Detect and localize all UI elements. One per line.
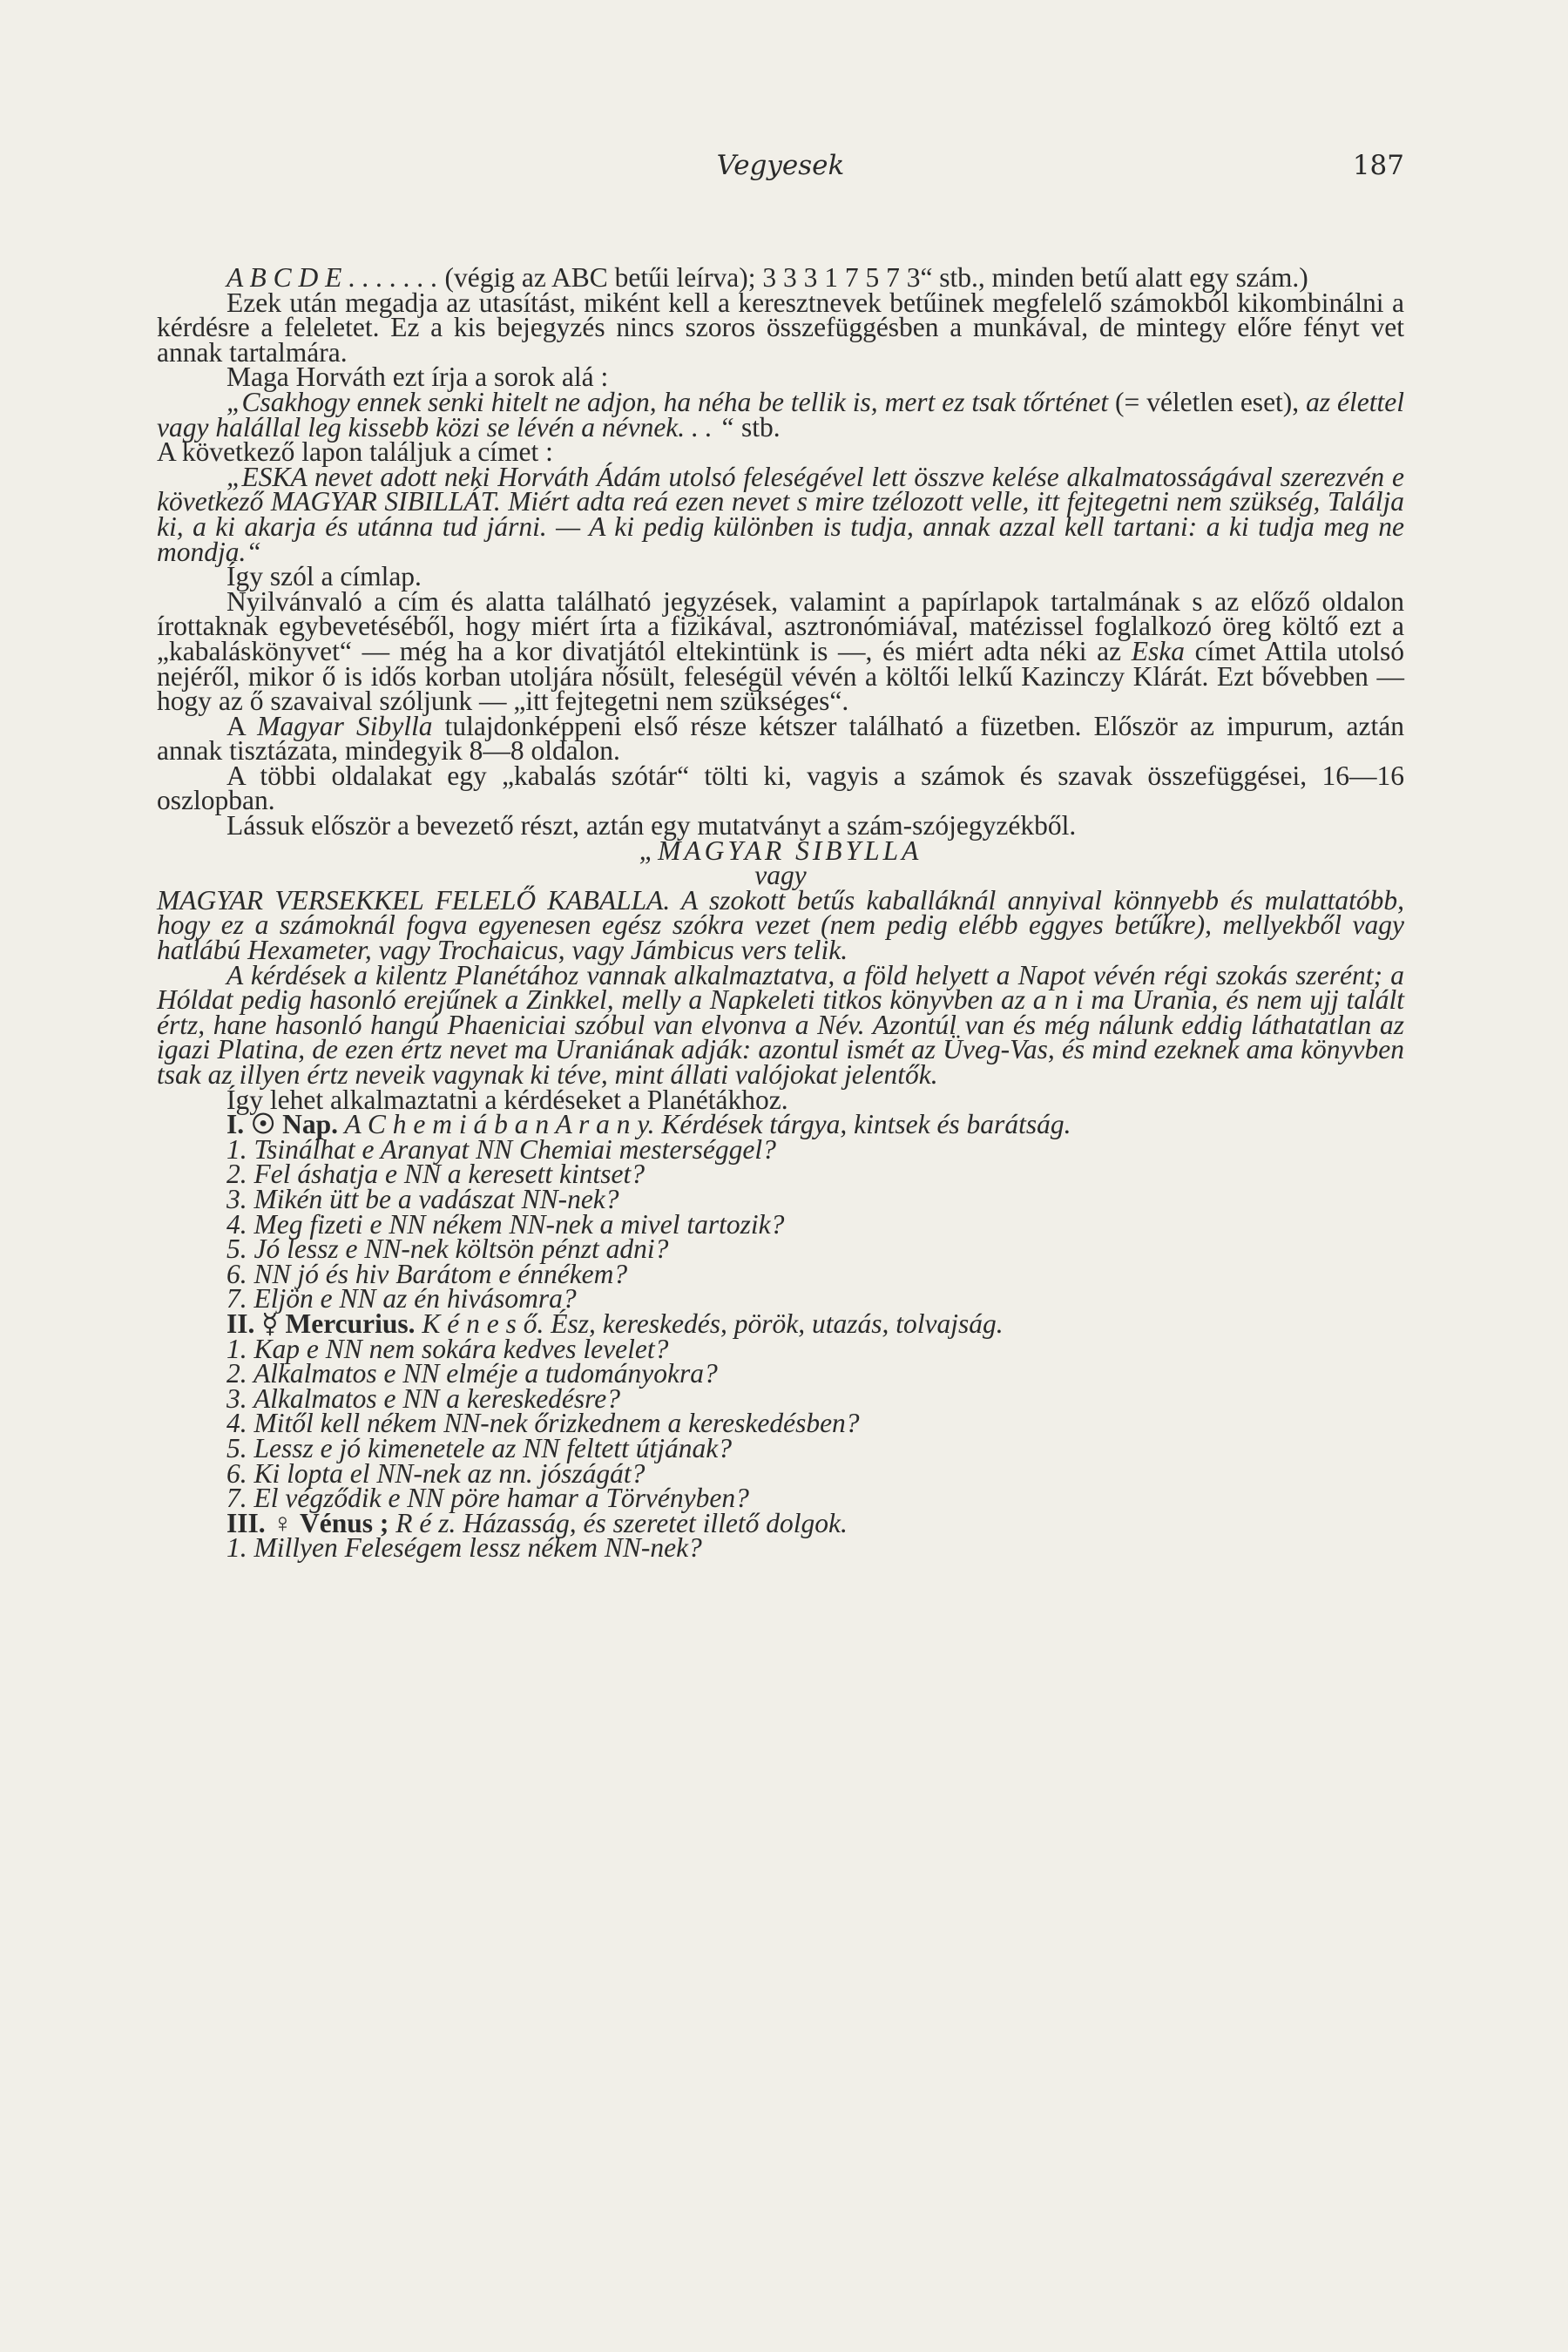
paragraph-10: A többi oldalakat egy „kabalás szótár“ tölti ki, vagyis a számok és szavak összefüggései, 16—16 oszlopban. [157, 760, 1404, 816]
quote-1-part-c: az élettel vagy halállal leg kissebb közi se lévén a névnek. . . “ [157, 386, 1405, 443]
item-text: Eljön e NN az én hivásomra? [253, 1283, 577, 1315]
item-number: 3. [226, 1183, 247, 1214]
item-number: 2. [226, 1358, 247, 1389]
sun-symbol-icon: ☉ [251, 1109, 276, 1140]
paragraph-8 [157, 585, 1404, 717]
item-number: 3. [226, 1382, 247, 1414]
mercury-symbol-icon: ☿ [261, 1308, 279, 1339]
planet-section-1 [157, 1109, 1404, 1315]
item-number: 5. [226, 1432, 247, 1463]
planet-section-3 [157, 1507, 1404, 1564]
paragraph-8-part-a: Nyilvánvaló a cím és alatta található jegyzések, valamint a papírlapok tartalmának s az előző oldalon írottaknak egybevetéséből, hogy miért írta a fizikával, asztronómiával, matézissel foglalkozó öreg költő ezt a „kabaláskönyvet“ — még ha a kor divatjától eltekintünk is —, és miért adta néki az [157, 585, 1404, 666]
paragraph-12: MAGYAR VERSEKKEL FELELŐ KABALLA. A szokott betűs kaballáknál annyival könnyebb és mulattatóbb, hogy ez a számoknál fogva egyenesen egész szókra vezet (nem pedig elébb eggyes betűkre), mellyekből vagy hatlábú Hexameter, vagy Trochaicus, vagy Jámbicus vers telik. [157, 884, 1404, 966]
running-title: Vegyesek [716, 150, 845, 181]
item-text: Kap e NN nem sokára kedves levelet? [253, 1333, 669, 1364]
item-text: Meg fizeti e NN nékem NN-nek a mivel tartozik? [253, 1208, 785, 1240]
item-text: Ki lopta el NN-nek az nn. jószágát? [253, 1457, 645, 1489]
section-title: A C h e m i á b a n A r a n y. Kérdések tárgya, kintsek és barátság. [344, 1109, 1071, 1140]
item-number: 6. [226, 1457, 247, 1489]
item-number: 1. [226, 1133, 247, 1165]
item-text: Tsinálhat e Aranyat NN Chemiai mesterséggel? [253, 1133, 776, 1165]
page-number: 187 [1352, 150, 1404, 181]
item-number: 7. [226, 1483, 247, 1514]
list-item [157, 1532, 1404, 1564]
paragraph-7: Így szól a címlap. [226, 561, 422, 592]
section-numeral: II. [226, 1308, 255, 1339]
planet-name: Mercurius. [285, 1308, 416, 1339]
alphabet-note: (végig az ABC betűi leírva); 3 3 3 1 7 5 7 3“ stb., minden betű alatt egy szám.) [437, 262, 1308, 293]
paragraph-9-part-c: tulajdonképpeni első része kétszer található a füzetben. Először az impurum, aztán annak tisztázata, mindegyik 8—8 oldalon. [157, 710, 1404, 767]
item-text: Mikén ütt be a vadászat NN-nek? [253, 1183, 619, 1214]
item-text: Alkalmatos e NN elméje a tudományokra? [253, 1358, 718, 1389]
title-page-quote: „ESKA nevet adott neki Horváth Ádám utolsó feleségével lett összve kelése alkalmatosságával szerezvén e következő MAGYAR SIBILLÁT. Miért adta reá ezen nevet s mire tzélozott velle, itt fejtegetni nem szükség, Találja ki, a ki akarja és utánna tud járni. — A ki pedig különben is tudja, annak azzal kell tartani: a ki tudja meg ne mondja.“ [157, 461, 1404, 567]
sibylla-title-vagy: vagy [754, 860, 807, 891]
quote-1-part-a: „Csakhogy ennek senki hitelt ne adjon, ha néha be tellik is, mert ez tsak tőrténet [226, 386, 1109, 417]
page-body [157, 262, 1405, 1564]
item-number: 5. [226, 1233, 247, 1265]
paragraph-8-part-c: címet Attila utolsó nejéről, mikor ő is idős korban utoljára nősült, feleségül vévén a költői lelkű Kazinczy Klárát. Ezt bővebben — hogy az ő szavaival szóljunk — „itt fejtegetni nem szükséges“. [157, 635, 1404, 717]
quote-1-part-d: stb. [734, 411, 781, 443]
planet-section-2 [157, 1308, 1404, 1514]
item-text: NN jó és hiv Barátom e énnékem? [253, 1258, 628, 1289]
item-text: Lessz e jó kimenetele az NN feltett útjának? [253, 1432, 733, 1463]
sibylla-title: „MAGYAR SIBYLLA [639, 835, 923, 866]
item-text: Jó lessz e NN-nek költsön pénzt adni? [253, 1233, 669, 1265]
paragraph-13: A kérdések a kilentz Planétához vannak alkalmaztatva, a föld helyett a Napot vévén régi szokás szerént; a Hóldat pedig hasonló erejűnek a Zinkkel, melly a Napkeleti titkos könyvben az a n i ma Urania, és nem ujj talált értz, hane hasonló hangú Phaeniciai szóbul van elvonva a Név. Azontúl van és még nálunk eddig láthatatlan az igazi Platina, de ezen értz nevet ma Uraniának adják: azontul ismét az Üveg-Vas, és mind ezeknek ama könyvben tsak az illyen értz neveik vagynak ki téve, mint állati valójokat jelentők. [157, 959, 1404, 1090]
section-title: R é z. Házasság, és szeretet illető dolgok. [395, 1507, 848, 1538]
planet-name: Nap. [282, 1109, 339, 1140]
item-text: Millyen Feleségem lessz nékem NN-nek? [253, 1532, 702, 1564]
item-number: 7. [226, 1283, 247, 1315]
item-text: Alkalmatos e NN a kereskedésre? [253, 1382, 620, 1414]
item-text: Fel áshatja e NN a keresett kintset? [253, 1159, 645, 1190]
planet-name: Vénus ; [300, 1507, 389, 1538]
section-numeral: I. [226, 1109, 245, 1140]
item-number: 1. [226, 1532, 247, 1564]
paragraph-14: Így lehet alkalmaztatni a kérdéseket a Planétákhoz. [226, 1084, 788, 1115]
item-number: 2. [226, 1159, 247, 1190]
paragraph-9-part-a: A [226, 710, 258, 741]
paragraph-5: A következő lapon találjuk a címet : [157, 436, 553, 468]
paragraph-9-title: Magyar Sibylla [257, 710, 433, 741]
paragraph-11: Lássuk először a bevezető részt, aztán egy mutatványt a szám-szójegyzékből. [226, 810, 1077, 841]
paragraph-2: Ezek után megadja az utasítást, miként kell a keresztnevek betűinek megfelelő számokból kikombinálni a kérdésre a feleletet. Ez a kis bejegyzés nincs szoros összefüggésben a munkával, de mintegy előre fényt vet annak tartalmára. [157, 287, 1404, 368]
paragraph-3: Maga Horváth ezt írja a sorok alá : [226, 362, 609, 393]
alphabet-text: A B C D E . . . . . . . [226, 262, 438, 293]
item-number: 1. [226, 1333, 247, 1364]
item-number: 4. [226, 1208, 247, 1240]
item-number: 6. [226, 1258, 247, 1289]
item-text: El végződik e NN pöre hamar a Törvényben? [253, 1483, 749, 1514]
quote-1 [157, 386, 1405, 443]
section-numeral: III. [226, 1507, 266, 1538]
venus-symbol-icon: ♀ [272, 1507, 294, 1538]
paragraph-9 [157, 710, 1404, 767]
item-text: Mitől kell nékem NN-nek őrizkednem a kereskedésben? [253, 1408, 860, 1439]
page-header [157, 150, 1404, 193]
section-title: K é n e s ő. Ész, kereskedés, pörök, utazás, tolvajság. [422, 1308, 1004, 1339]
quote-1-part-b: (= véletlen eset), [1108, 386, 1307, 417]
item-number: 4. [226, 1408, 247, 1439]
paragraph-8-eska: Eska [1131, 635, 1186, 666]
